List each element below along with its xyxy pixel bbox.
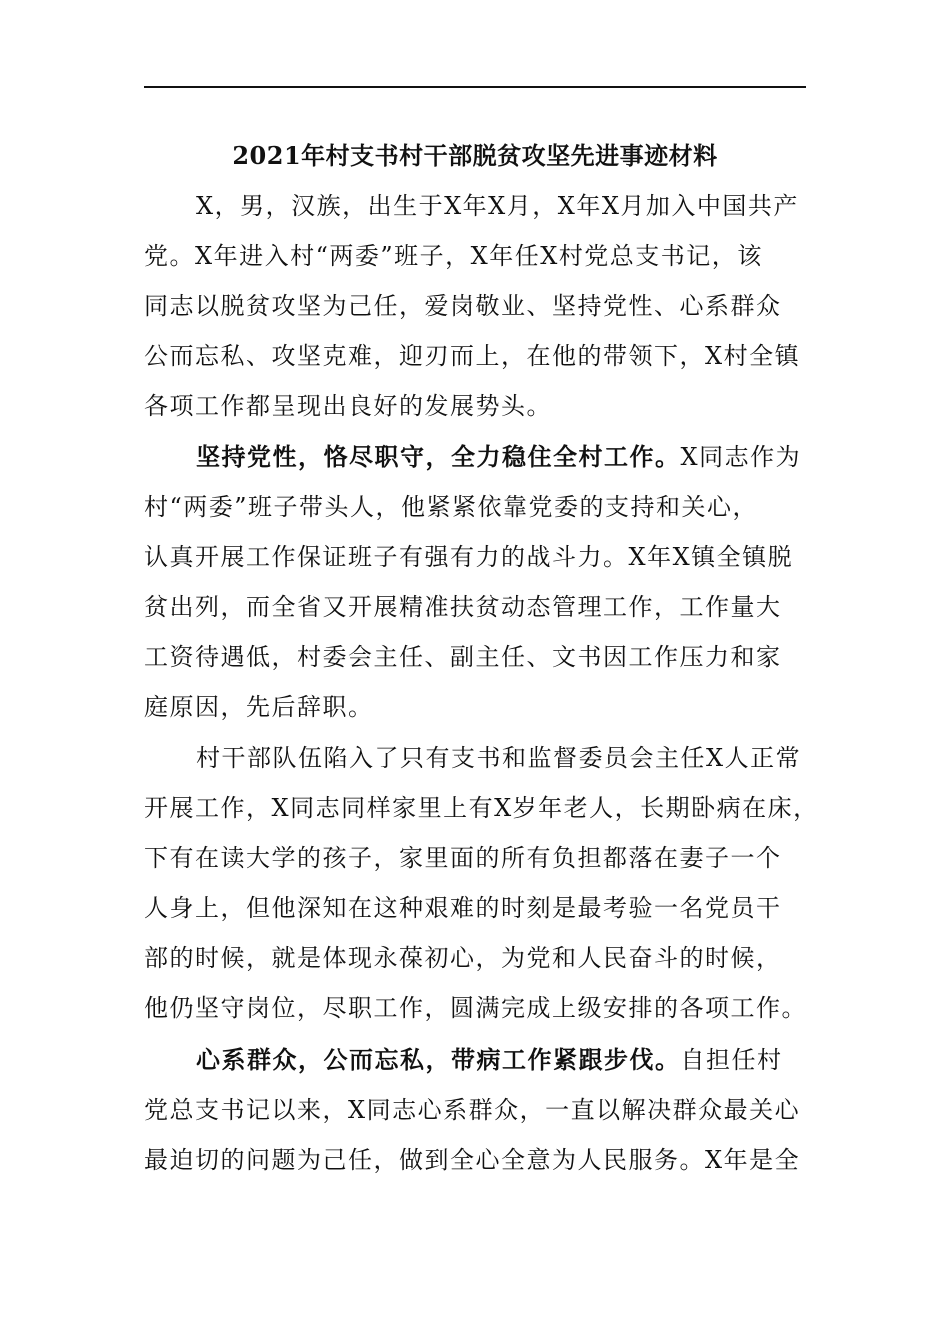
- paragraph-2-line-5: 工资待遇低，村委会主任、副主任、文书因工作压力和家: [144, 643, 782, 671]
- paragraph-2-line-1: [196, 437, 801, 477]
- paragraph-4-first-rest: 自担任村: [680, 1046, 783, 1074]
- paragraph-3-line-2: 开展工作，X同志同样家里上有X岁年老人，长期卧病在床，: [144, 794, 819, 822]
- paragraph-1-line-2: 党。X年进入村“两委”班子，X年任X村党总支书记，该: [144, 242, 763, 270]
- paragraph-3-line-3: 下有在读大学的孩子，家里面的所有负担都落在妻子一个: [144, 844, 782, 872]
- paragraph-4-line-3: 最迫切的问题为己任，做到全心全意为人民服务。X年是全: [144, 1146, 801, 1174]
- paragraph-4-line-2: 党总支书记以来，X同志心系群众，一直以解决群众最关心: [144, 1096, 801, 1124]
- paragraph-3-line-1: 村干部队伍陷入了只有支书和监督委员会主任X人正常: [196, 744, 802, 772]
- paragraph-2-lead: 坚持党性，恪尽职守，全力稳住全村工作。: [196, 442, 681, 471]
- paragraph-2-line-2: 村“两委”班子带头人，他紧紧依靠党委的支持和关心，: [144, 493, 759, 521]
- paragraph-3-line-4: 人身上，但他深知在这种艰难的时刻是最考验一名党员干: [144, 894, 782, 922]
- paragraph-2-line-4: 贫出列，而全省又开展精准扶贫动态管理工作，工作量大: [144, 593, 782, 621]
- header-rule: [144, 86, 806, 88]
- paragraph-4-lead: 心系群众，公而忘私，带病工作紧跟步伐。: [196, 1045, 681, 1074]
- paragraph-4-line-1: [196, 1040, 783, 1080]
- paragraph-3-line-6: 他仍坚守岗位，尽职工作，圆满完成上级安排的各项工作。: [144, 994, 807, 1022]
- paragraph-1-line-4: 公而忘私、攻坚克难，迎刃而上，在他的带领下，X村全镇: [144, 342, 801, 370]
- paragraph-1-line-1: X，男，汉族，出生于X年X月，X年X月加入中国共产: [196, 192, 799, 220]
- paragraph-2-line-3: 认真开展工作保证班子有强有力的战斗力。X年X镇全镇脱: [144, 543, 794, 571]
- paragraph-2-first-rest: X同志作为: [680, 443, 802, 471]
- paragraph-3-line-5: 部的时候，就是体现永葆初心，为党和人民奋斗的时候，: [144, 944, 782, 972]
- paragraph-2-line-6: 庭原因，先后辞职。: [144, 693, 374, 721]
- paragraph-1-line-3: 同志以脱贫攻坚为己任，爱岗敬业、坚持党性、心系群众: [144, 292, 782, 320]
- document-title: 2021年村支书村干部脱贫攻坚先进事迹材料: [232, 141, 718, 170]
- paragraph-1-line-5: 各项工作都呈现出良好的发展势头。: [144, 392, 552, 420]
